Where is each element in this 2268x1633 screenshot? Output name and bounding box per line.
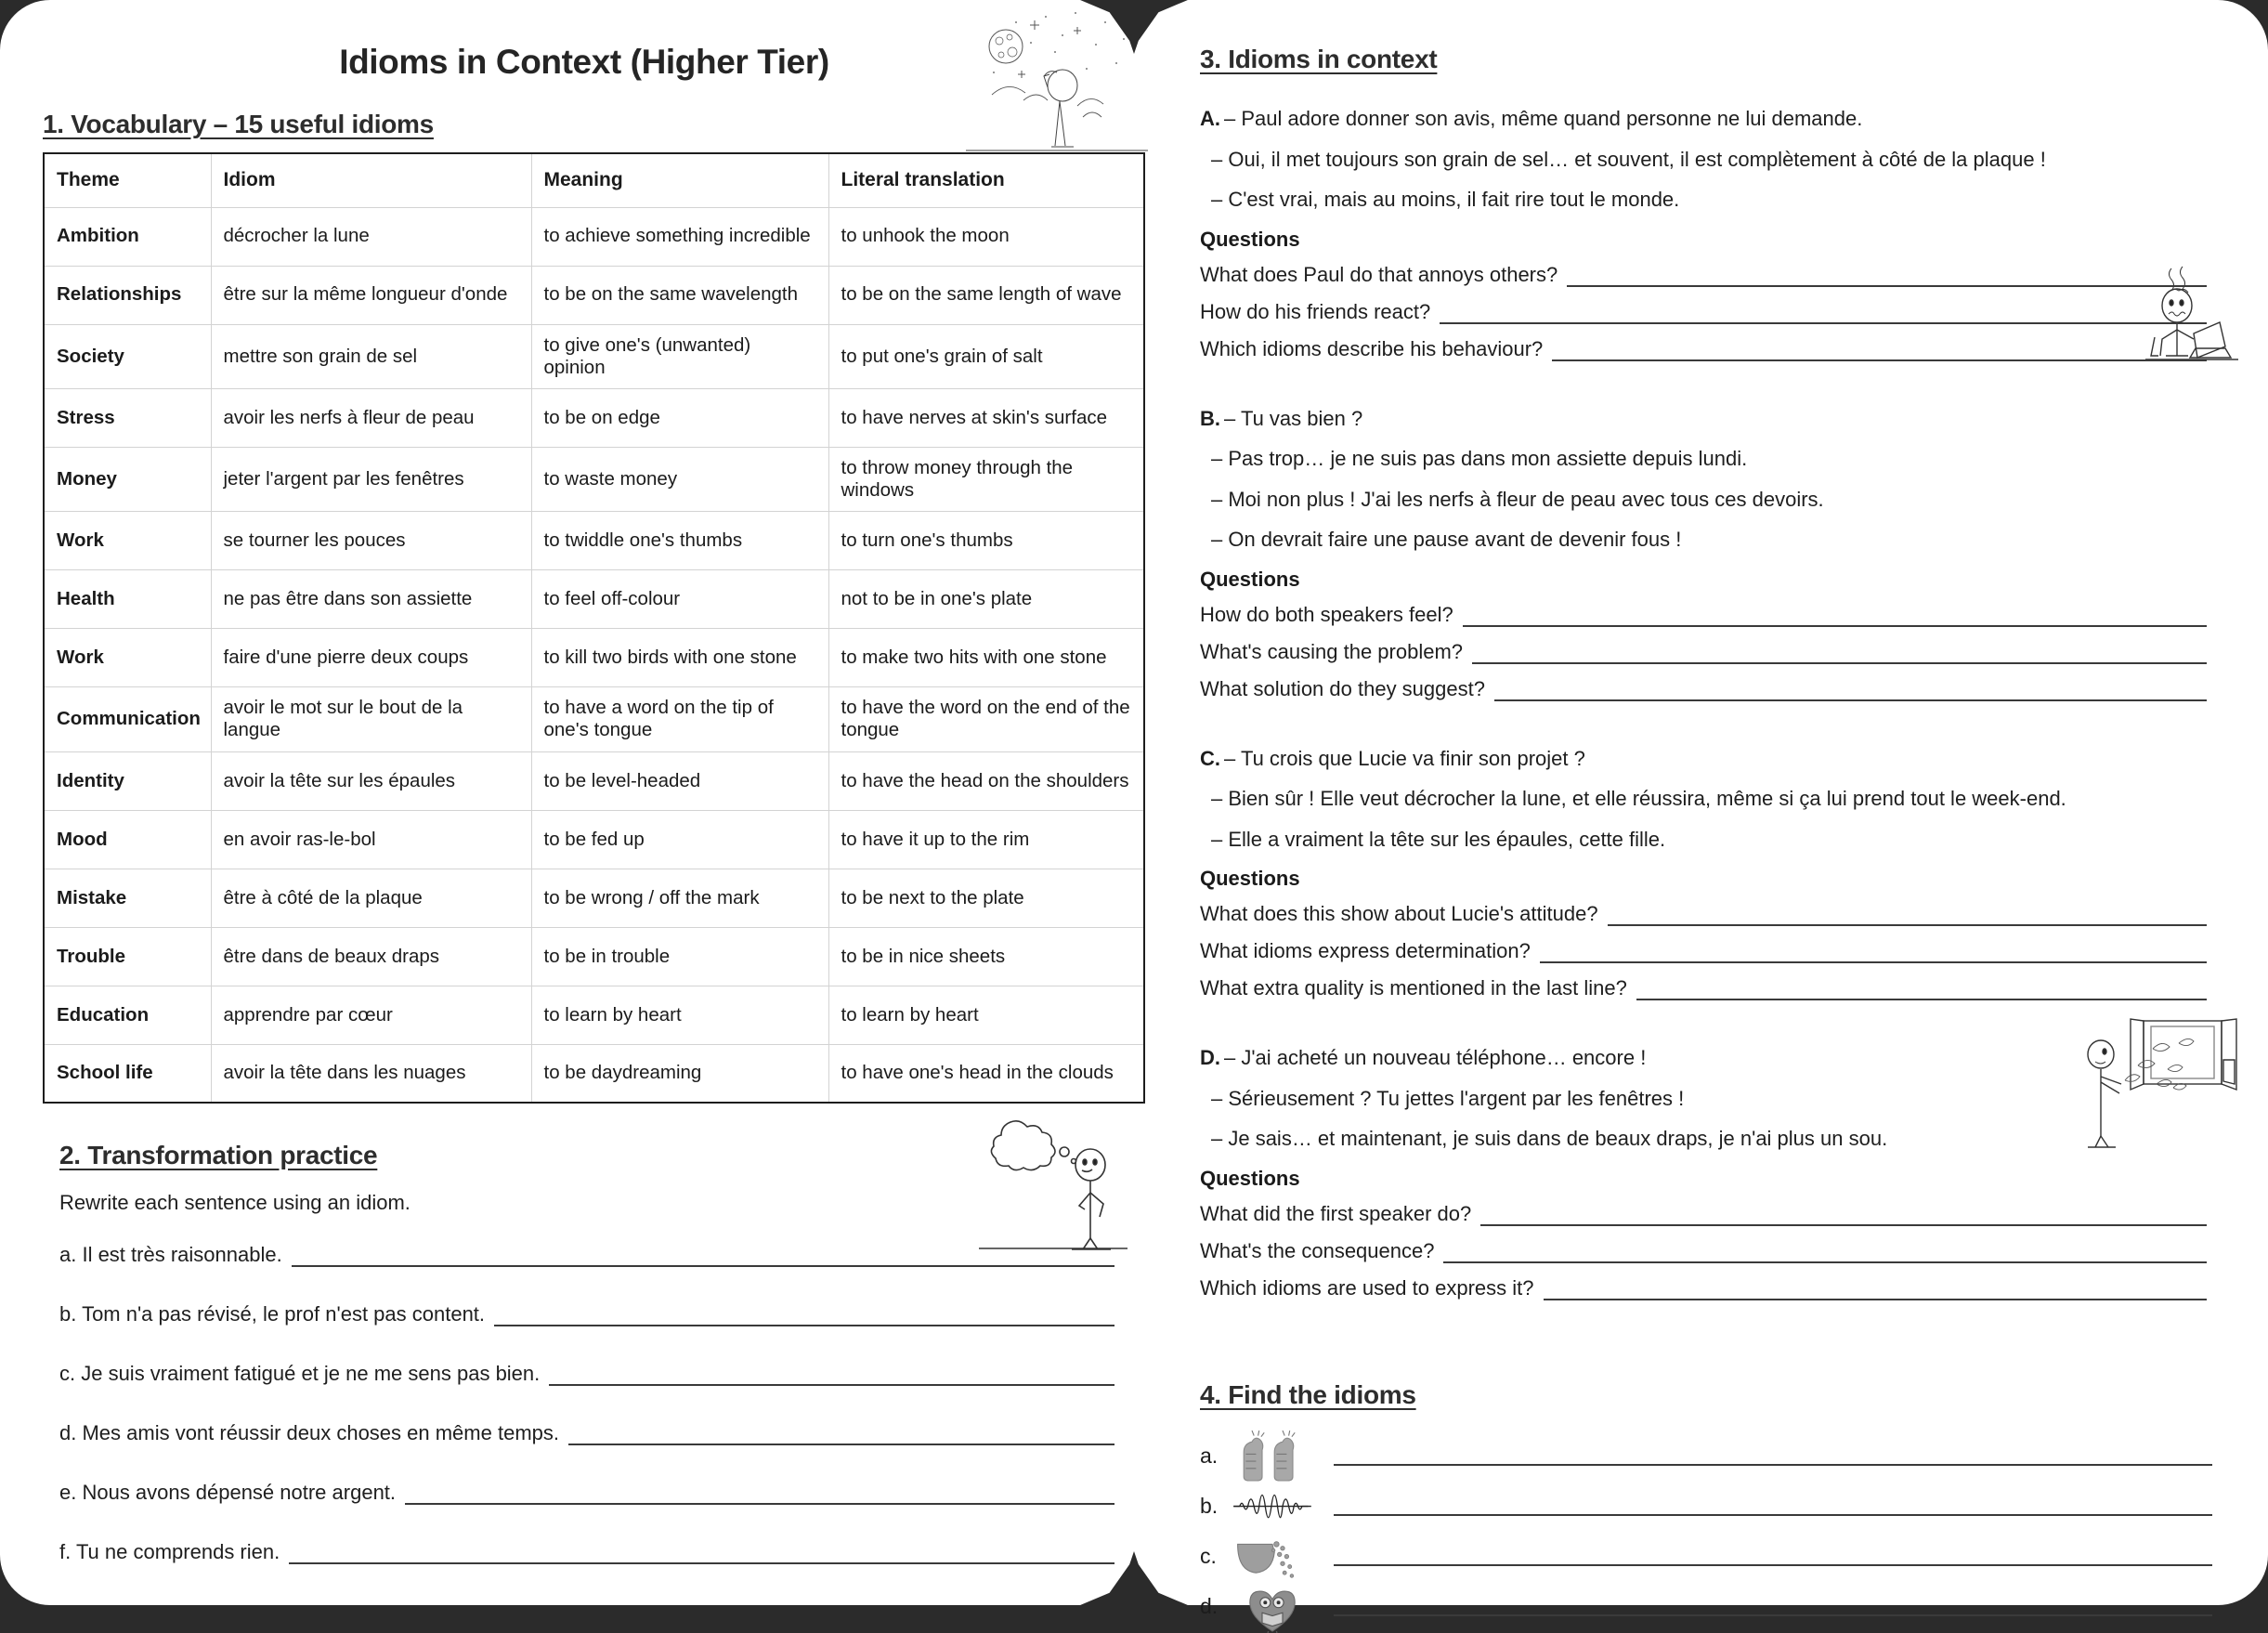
table-row	[44, 629, 1144, 687]
find-idiom-row	[1200, 1535, 2212, 1579]
table-row	[44, 512, 1144, 570]
table-cell: Trouble	[44, 927, 211, 986]
table-cell: mettre son grain de sel	[211, 324, 531, 388]
table-cell: Education	[44, 986, 211, 1044]
answer-line[interactable]	[1443, 1248, 2207, 1263]
dialogue-letter: A.	[1200, 107, 1220, 130]
table-cell: Work	[44, 629, 211, 687]
table-row	[44, 810, 1144, 869]
table-cell: Mistake	[44, 869, 211, 927]
comprehension-question	[1200, 902, 2212, 926]
table-cell: to be on the same wavelength	[531, 266, 828, 324]
table-cell: to twiddle one's thumbs	[531, 512, 828, 570]
question-text: What solution do they suggest?	[1200, 676, 1485, 700]
question-text: What's causing the problem?	[1200, 639, 1464, 663]
section-2-instruction: Rewrite each sentence using an idiom.	[59, 1191, 411, 1215]
right-column	[1180, 0, 2268, 1618]
transformation-item	[59, 1302, 1142, 1326]
find-idiom-label: d.	[1200, 1594, 1219, 1618]
answer-line[interactable]	[1567, 271, 2207, 287]
page-title: Idioms in Context (Higher Tier)	[339, 43, 829, 81]
table-row	[44, 986, 1144, 1044]
table-row	[44, 324, 1144, 388]
table-cell: Stress	[44, 388, 211, 447]
comprehension-question	[1200, 300, 2212, 324]
dialogue-line-text: – J'ai acheté un nouveau téléphone… encore !	[1224, 1046, 1647, 1069]
dialogue-letter: B.	[1200, 406, 1220, 430]
dialogue-line-text: – Tu vas bien ?	[1224, 406, 1363, 430]
table-cell: to make two hits with one stone	[828, 629, 1144, 687]
comprehension-question	[1200, 603, 2212, 627]
dialogue-list	[1200, 106, 2212, 1338]
two-thumbs-up-icon	[1232, 1434, 1313, 1479]
answer-line[interactable]	[549, 1370, 1114, 1386]
column-header-idiom: Idiom	[211, 153, 531, 207]
section-1-heading: 1. Vocabulary – 15 useful idioms	[43, 110, 434, 138]
answer-line[interactable]	[1440, 308, 2207, 324]
table-cell: to kill two birds with one stone	[531, 629, 828, 687]
table-cell: jeter l'argent par les fenêtres	[211, 447, 531, 511]
comprehension-question	[1200, 1276, 2212, 1300]
comprehension-question	[1200, 1239, 2212, 1263]
comprehension-question	[1200, 976, 2212, 1000]
answer-line[interactable]	[405, 1489, 1114, 1505]
comprehension-question	[1200, 677, 2212, 701]
table-cell: faire d'une pierre deux coups	[211, 629, 531, 687]
table-cell: to have it up to the rim	[828, 810, 1144, 869]
table-cell: to have nerves at skin's surface	[828, 388, 1144, 447]
table-cell: Work	[44, 512, 211, 570]
table-cell: avoir les nerfs à fleur de peau	[211, 388, 531, 447]
bowl-of-salt-icon	[1232, 1535, 1313, 1579]
column-header-meaning: Meaning	[531, 153, 828, 207]
answer-line[interactable]	[1552, 346, 2207, 361]
answer-line[interactable]	[1334, 1447, 2212, 1466]
table-row	[44, 388, 1144, 447]
vocabulary-table	[43, 152, 1145, 1104]
table-cell: to be on the same length of wave	[828, 266, 1144, 324]
sound-wave-icon	[1232, 1484, 1313, 1529]
table-cell: Money	[44, 447, 211, 511]
table-row	[44, 570, 1144, 629]
find-idiom-label: c.	[1200, 1544, 1217, 1568]
table-cell: ne pas être dans son assiette	[211, 570, 531, 629]
transformation-items	[26, 1243, 1142, 1564]
spacer	[1200, 374, 2212, 398]
table-cell: to waste money	[531, 447, 828, 511]
section-2-heading: 2. Transformation practice	[59, 1141, 378, 1170]
dialogue-block	[1200, 746, 2212, 1039]
table-cell: Ambition	[44, 207, 211, 266]
table-cell: to have the head on the shoulders	[828, 751, 1144, 810]
question-text: How do his friends react?	[1200, 299, 1431, 323]
table-cell: School life	[44, 1044, 211, 1103]
table-cell: not to be in one's plate	[828, 570, 1144, 629]
table-cell: Society	[44, 324, 211, 388]
table-cell: to have a word on the tip of one's tongue	[531, 687, 828, 751]
table-cell: en avoir ras-le-bol	[211, 810, 531, 869]
dialogue-line	[1200, 1045, 2212, 1071]
table-cell: se tourner les pouces	[211, 512, 531, 570]
find-idiom-row	[1200, 1434, 2212, 1479]
dialogue-line-text: – Paul adore donner son avis, même quand personne ne lui demande.	[1224, 107, 1863, 130]
table-cell: to have the word on the end of the tongue	[828, 687, 1144, 751]
table-cell: Relationships	[44, 266, 211, 324]
find-idiom-label: a.	[1200, 1444, 1219, 1468]
answer-line[interactable]	[494, 1311, 1114, 1326]
dialogue-line: – On devrait faire une pause avant de devenir fous !	[1211, 528, 1682, 551]
transformation-item	[59, 1481, 1142, 1505]
transformation-item-text: c. Je suis vraiment fatigué et je ne me sens pas bien.	[59, 1362, 541, 1386]
answer-line[interactable]	[1334, 1548, 2212, 1566]
dialogue-line	[1200, 406, 2212, 432]
transformation-item-text: e. Nous avons dépensé notre argent.	[59, 1481, 397, 1505]
question-text: What idioms express determination?	[1200, 939, 1531, 962]
table-cell: to turn one's thumbs	[828, 512, 1144, 570]
table-row	[44, 869, 1144, 927]
table-row	[44, 266, 1144, 324]
comprehension-question	[1200, 939, 2212, 963]
question-text: Which idioms are used to express it?	[1200, 1275, 1534, 1300]
spacer	[1200, 1013, 2212, 1038]
comprehension-question	[1200, 640, 2212, 664]
table-cell: être dans de beaux draps	[211, 927, 531, 986]
table-cell: avoir le mot sur le bout de la langue	[211, 687, 531, 751]
spacer	[1200, 1313, 2212, 1338]
table-cell: to be level-headed	[531, 751, 828, 810]
answer-line[interactable]	[1472, 648, 2207, 664]
answer-line[interactable]	[1540, 947, 2207, 963]
spacer	[1200, 714, 2212, 738]
table-cell: avoir la tête sur les épaules	[211, 751, 531, 810]
answer-line[interactable]	[1334, 1598, 2212, 1616]
answer-line[interactable]	[289, 1548, 1114, 1564]
table-cell: to be next to the plate	[828, 869, 1144, 927]
table-cell: to throw money through the windows	[828, 447, 1144, 511]
questions-label: Questions	[1200, 227, 1300, 251]
section-4-heading: 4. Find the idioms	[1200, 1379, 1416, 1409]
table-cell: to have one's head in the clouds	[828, 1044, 1144, 1103]
table-cell: Identity	[44, 751, 211, 810]
table-row	[44, 927, 1144, 986]
column-header-theme: Theme	[44, 153, 211, 207]
table-row	[44, 1044, 1144, 1103]
dialogue-line: – Je sais… et maintenant, je suis dans de beaux draps, je n'ai plus un sou.	[1211, 1127, 1888, 1150]
transformation-item	[59, 1540, 1142, 1564]
dialogue-line	[1200, 106, 2212, 132]
question-text: What does Paul do that annoys others?	[1200, 262, 1558, 286]
section-3-heading: 3. Idioms in context	[1200, 45, 1438, 73]
table-cell: avoir la tête dans les nuages	[211, 1044, 531, 1103]
transformation-item-text: d. Mes amis vont réussir deux choses en même temps.	[59, 1421, 559, 1445]
question-text: What extra quality is mentioned in the last line?	[1200, 976, 1627, 999]
find-the-idioms-list	[1200, 1434, 2212, 1629]
table-cell: Mood	[44, 810, 211, 869]
answer-line[interactable]	[568, 1430, 1114, 1445]
questions-label: Questions	[1200, 567, 1300, 591]
table-cell: to be on edge	[531, 388, 828, 447]
question-text: Which idioms describe his behaviour?	[1200, 336, 1544, 360]
dialogue-line	[1200, 746, 2212, 772]
answer-line[interactable]	[1608, 910, 2207, 926]
table-cell: to feel off-colour	[531, 570, 828, 629]
answer-line[interactable]	[1494, 686, 2207, 701]
question-text: What does this show about Lucie's attitude?	[1200, 902, 1598, 925]
dialogue-line: – Sérieusement ? Tu jettes l'argent par les fenêtres !	[1211, 1086, 1685, 1110]
table-cell: to achieve something incredible	[531, 207, 828, 266]
dialogue-line: – Elle a vraiment la tête sur les épaules, cette fille.	[1211, 827, 1666, 851]
dialogue-letter: C.	[1200, 746, 1220, 770]
table-cell: décrocher la lune	[211, 207, 531, 266]
find-idiom-label: b.	[1200, 1494, 1219, 1518]
questions-label: Questions	[1200, 867, 1300, 890]
table-cell: Communication	[44, 687, 211, 751]
dialogue-line: – C'est vrai, mais au moins, il fait rire tout le monde.	[1211, 188, 1680, 211]
transformation-item-text: a. Il est très raisonnable.	[59, 1243, 282, 1267]
answer-line[interactable]	[1544, 1285, 2208, 1300]
answer-line[interactable]	[1334, 1497, 2212, 1516]
questions-label: Questions	[1200, 1166, 1300, 1190]
find-idiom-row	[1200, 1585, 2212, 1629]
comprehension-question	[1200, 337, 2212, 361]
answer-line[interactable]	[1636, 985, 2207, 1000]
dialogue-line: – Moi non plus ! J'ai les nerfs à fleur de peau avec tous ces devoirs.	[1211, 487, 1824, 511]
question-text: What's the consequence?	[1200, 1238, 1435, 1262]
table-cell: to be in nice sheets	[828, 927, 1144, 986]
table-row	[44, 447, 1144, 511]
stick-figure-thinking-illustration	[979, 1111, 1127, 1267]
table-cell: to unhook the moon	[828, 207, 1144, 266]
table-cell: to learn by heart	[531, 986, 828, 1044]
transformation-item-text: f. Tu ne comprends rien.	[59, 1540, 280, 1564]
dialogue-line: – Oui, il met toujours son grain de sel… et souvent, il est complètement à côté de la plaque !	[1211, 147, 2046, 171]
dialogue-block	[1200, 406, 2212, 738]
dialogue-block	[1200, 1045, 2212, 1338]
question-text: What did the first speaker do?	[1200, 1201, 1472, 1225]
table-cell: to be in trouble	[531, 927, 828, 986]
heart-reading-book-icon	[1232, 1585, 1313, 1629]
table-cell: to learn by heart	[828, 986, 1144, 1044]
table-cell: to give one's (unwanted) opinion	[531, 324, 828, 388]
dialogue-block	[1200, 106, 2212, 398]
dialogue-letter: D.	[1200, 1046, 1220, 1069]
dialogue-line-text: – Tu crois que Lucie va finir son projet ?	[1224, 746, 1585, 770]
answer-line[interactable]	[1463, 611, 2207, 627]
transformation-item	[59, 1421, 1142, 1445]
dialogue-line: – Pas trop… je ne suis pas dans mon assiette depuis lundi.	[1211, 447, 1748, 470]
table-cell: to be wrong / off the mark	[531, 869, 828, 927]
dialogue-line: – Bien sûr ! Elle veut décrocher la lune, et elle réussira, même si ça lui prend tout le week-end.	[1211, 787, 2066, 810]
table-row	[44, 687, 1144, 751]
table-cell: to put one's grain of salt	[828, 324, 1144, 388]
table-cell: être sur la même longueur d'onde	[211, 266, 531, 324]
table-cell: apprendre par cœur	[211, 986, 531, 1044]
table-cell: to be daydreaming	[531, 1044, 828, 1103]
question-text: How do both speakers feel?	[1200, 602, 1453, 626]
table-cell: être à côté de la plaque	[211, 869, 531, 927]
answer-line[interactable]	[1480, 1210, 2207, 1226]
find-idiom-row	[1200, 1484, 2212, 1529]
transformation-item	[59, 1362, 1142, 1386]
table-cell: Health	[44, 570, 211, 629]
table-row	[44, 751, 1144, 810]
column-header-literal: Literal translation	[828, 153, 1144, 207]
comprehension-question	[1200, 1202, 2212, 1226]
table-cell: to be fed up	[531, 810, 828, 869]
table-row	[44, 207, 1144, 266]
comprehension-question	[1200, 263, 2212, 287]
transformation-item-text: b. Tom n'a pas révisé, le prof n'est pas content.	[59, 1302, 486, 1326]
